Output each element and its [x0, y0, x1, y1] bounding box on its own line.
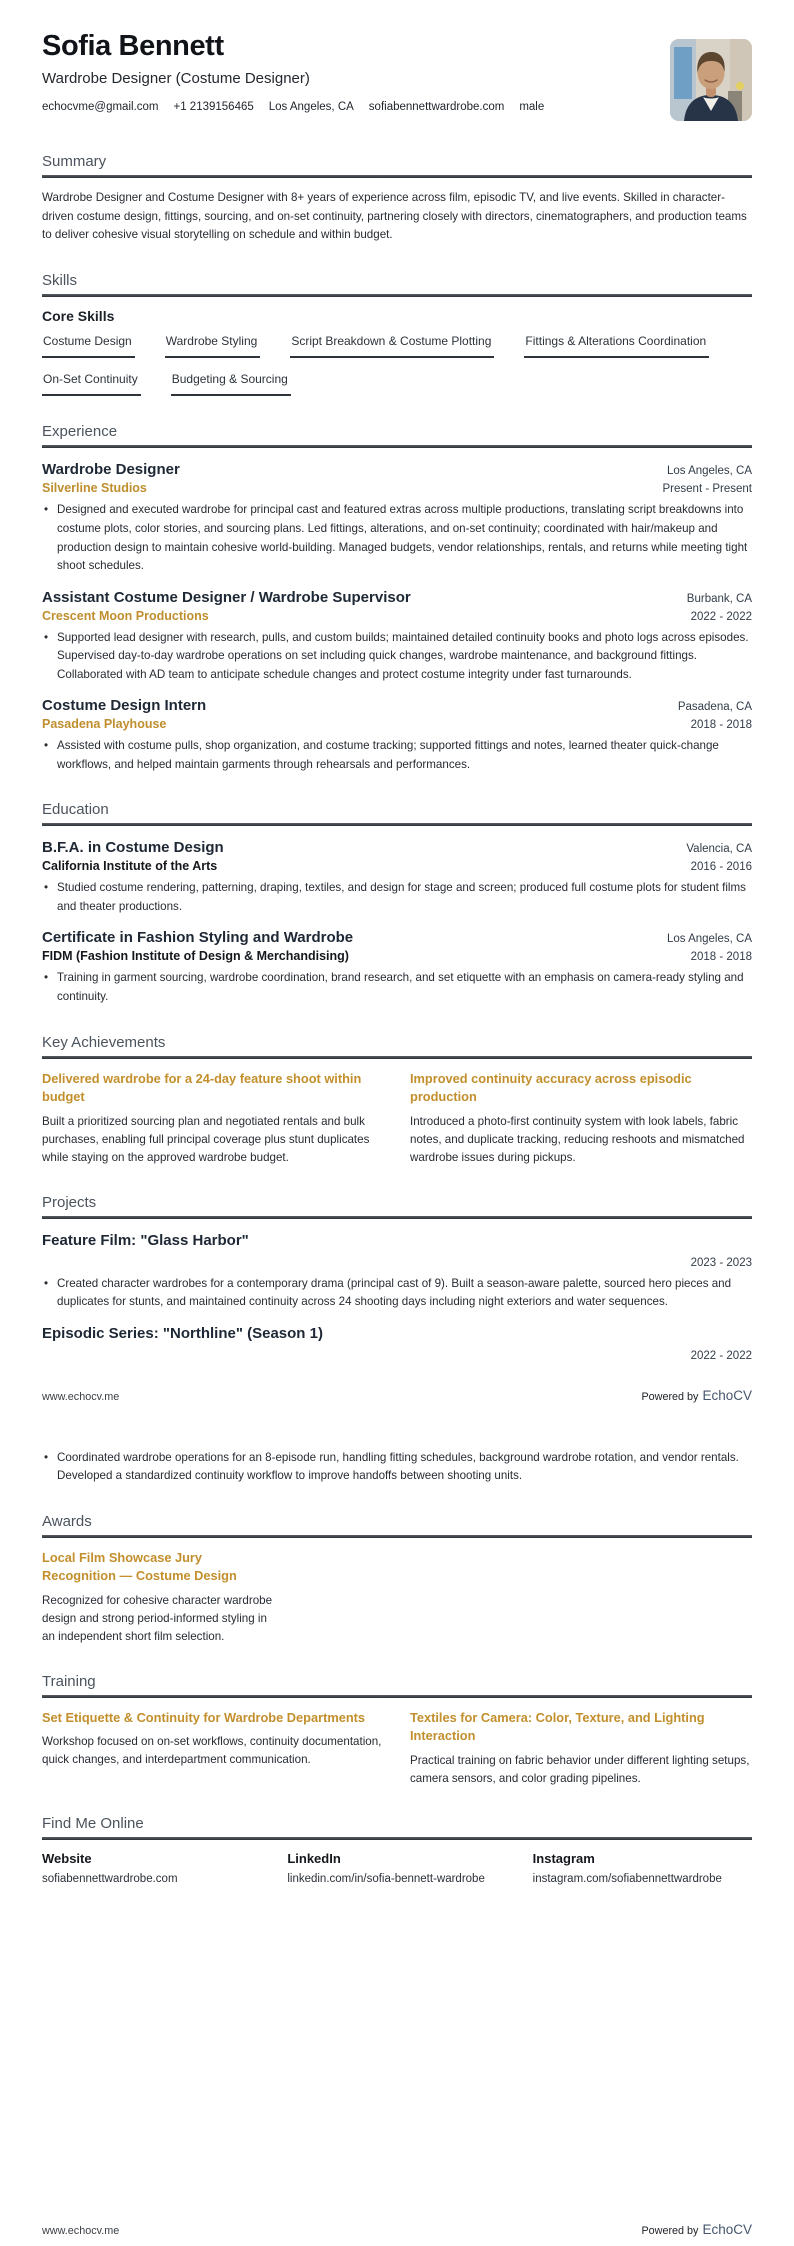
contact-location: Los Angeles, CA	[268, 101, 354, 114]
training-heading: Training	[42, 1672, 96, 1690]
section-training	[42, 1673, 752, 1788]
link-item	[42, 1851, 261, 1885]
section-divider	[42, 294, 752, 297]
powered-by-text: Powered by	[641, 2225, 699, 2237]
awards-heading: Awards	[42, 1512, 92, 1530]
projects-heading: Projects	[42, 1193, 97, 1211]
project-title: Feature Film: "Glass Harbor"	[42, 1231, 249, 1249]
school-dates: 2016 - 2016	[690, 861, 752, 874]
school-name: FIDM (Fashion Institute of Design & Merchandising)	[42, 949, 349, 964]
echocv-brand-link[interactable]: EchoCV	[702, 1387, 752, 1403]
achievements-heading: Key Achievements	[42, 1033, 166, 1051]
project-dates: 2023 - 2023	[690, 1256, 752, 1269]
award-item	[42, 1549, 277, 1646]
job-bullet: • Supported lead designer with research, pulls, and custom builds; maintained detailed continuity books and photo logs across episodes. Supervised day-to-day wardrobe operations on set including quick changes, wardrobe maintenance, and background fittings. Collaborated with AD team to anticipate schedule changes and protect costume integrity under fast turnarounds.	[42, 629, 752, 685]
school-name: California Institute of the Arts	[42, 859, 218, 874]
powered-by-text: Powered by	[641, 1390, 699, 1403]
job-location: Pasadena, CA	[677, 701, 752, 714]
resume-header	[42, 30, 752, 126]
job-dates: 2022 - 2022	[690, 610, 752, 623]
experience-entry	[42, 697, 752, 774]
footer-site-link[interactable]: www.echocv.me	[42, 2225, 120, 2237]
linkedin-link[interactable]: linkedin.com/in/sofia-bennett-wardrobe	[287, 1872, 485, 1885]
training-title: Set Etiquette & Continuity for Wardrobe Departments	[42, 1709, 366, 1725]
link-label: Instagram	[532, 1850, 595, 1866]
education-bullet: • Studied costume rendering, patterning, draping, textiles, and design for stage and screen; produced full costume plots for student films and theater productions.	[42, 879, 752, 916]
job-dates: 2018 - 2018	[690, 719, 752, 732]
award-title: Local Film Showcase Jury Recognition — Costume Design	[42, 1549, 237, 1584]
experience-heading: Experience	[42, 423, 118, 441]
section-divider	[42, 1535, 752, 1538]
section-divider	[42, 1837, 752, 1840]
job-bullet: • Assisted with costume pulls, shop organization, and costume tracking; supported fittings and notes, learned theater quick-change workflows, and helped maintain garments through rehearsals and performances.	[42, 737, 752, 774]
project-dates: 2022 - 2022	[690, 1349, 752, 1362]
person-headline: Wardrobe Designer (Costume Designer)	[42, 70, 310, 88]
project-bullet: • Created character wardrobes for a contemporary drama (principal cast of 9). Built a season-aware palette, sourced hero pieces and duplicates for stunts, and maintained continuity across 24 shooting days including night exteriors and water sequences.	[42, 1275, 752, 1312]
link-label: LinkedIn	[287, 1850, 341, 1866]
section-skills	[42, 272, 752, 397]
school-location: Valencia, CA	[686, 843, 752, 856]
skill-chip: Fittings & Alterations Coordination	[524, 334, 709, 358]
skill-chip: Costume Design	[42, 334, 135, 358]
job-location: Burbank, CA	[686, 592, 752, 605]
degree-title: Certificate in Fashion Styling and Wardrobe	[42, 929, 354, 947]
website-link[interactable]: sofiabennettwardrobe.com	[42, 1872, 178, 1885]
summary-text: Wardrobe Designer and Costume Designer with 8+ years of experience across film, episodic TV, and live events. Skilled in character-driven costume design, fittings, sourcing, and on-set continuity, partnering closely with directors, cinematographers, and production teams to deliver cohesive visual storytelling on schedule and within budget.	[42, 191, 747, 242]
education-entry	[42, 929, 752, 1006]
skill-chip: Script Breakdown & Costume Plotting	[290, 334, 494, 358]
section-summary	[42, 153, 752, 245]
achievement-text: Introduced a photo-first continuity system with look labels, fabric notes, and duplicate tracking, reducing reshoots and mismatched wardrobe issues during pickups.	[410, 1114, 745, 1164]
skills-list	[42, 334, 752, 397]
project-bullet-continued: • Coordinated wardrobe operations for an 8-episode run, handling fitting schedules, background wardrobe rotation, and vendor rentals. Developed a standardized continuity workflow to improve handoffs between shooting units.	[42, 1449, 752, 1486]
training-item	[410, 1709, 752, 1788]
project-title: Episodic Series: "Northline" (Season 1)	[42, 1324, 323, 1342]
profile-photo-illustration	[670, 39, 752, 121]
link-item	[287, 1851, 506, 1885]
page-break-gap	[42, 1403, 752, 1443]
job-location: Los Angeles, CA	[666, 465, 752, 478]
link-label: Website	[42, 1850, 92, 1866]
section-divider	[42, 1056, 752, 1059]
job-dates: Present - Present	[662, 483, 752, 496]
section-divider	[42, 445, 752, 448]
person-name: Sofia Bennett	[42, 30, 224, 62]
education-bullet: • Training in garment sourcing, wardrobe coordination, brand research, and set etiquette with an emphasis on camera-ready styling and continuity.	[42, 969, 752, 1006]
achievement-title: Delivered wardrobe for a 24-day feature shoot within budget	[42, 1070, 362, 1105]
job-title: Assistant Costume Designer / Wardrobe Supervisor	[42, 588, 411, 606]
achievement-item	[410, 1070, 752, 1167]
section-achievements	[42, 1034, 752, 1167]
school-dates: 2018 - 2018	[690, 951, 752, 964]
section-divider	[42, 1216, 752, 1219]
project-entry	[42, 1232, 752, 1312]
footer-powered-by	[641, 2222, 752, 2237]
job-company: Pasadena Playhouse	[42, 717, 167, 732]
instagram-link[interactable]: instagram.com/sofiabennettwardrobe	[532, 1872, 722, 1885]
section-awards	[42, 1513, 752, 1646]
section-divider	[42, 1695, 752, 1698]
training-text: Workshop focused on on-set workflows, continuity documentation, quick changes, and interdepartment communication.	[42, 1735, 382, 1767]
footer-powered-by	[641, 1388, 752, 1403]
link-item	[533, 1851, 752, 1885]
job-title: Costume Design Intern	[42, 697, 207, 715]
skill-chip: On-Set Continuity	[42, 372, 141, 396]
school-location: Los Angeles, CA	[666, 933, 752, 946]
job-title: Wardrobe Designer	[42, 461, 180, 479]
skill-chip: Budgeting & Sourcing	[171, 372, 291, 396]
achievement-text: Built a prioritized sourcing plan and negotiated rentals and bulk purchases, enabling full principal coverage plus stunt duplicates while staying on the approved wardrobe budget.	[42, 1114, 370, 1164]
degree-title: B.F.A. in Costume Design	[42, 839, 224, 857]
page2-footer	[42, 2222, 752, 2237]
achievement-title: Improved continuity accuracy across episodic production	[410, 1070, 692, 1105]
profile-photo	[670, 39, 752, 121]
contact-website[interactable]: sofiabennettwardrobe.com	[368, 101, 505, 114]
section-divider	[42, 175, 752, 178]
job-company: Crescent Moon Productions	[42, 608, 209, 623]
skills-heading: Skills	[42, 271, 78, 289]
skills-group-title: Core Skills	[42, 307, 115, 324]
summary-heading: Summary	[42, 153, 107, 170]
training-text: Practical training on fabric behavior under different lighting setups, camera sensors, and color grading pipelines.	[410, 1753, 750, 1785]
award-text: Recognized for cohesive character wardrobe design and strong period-informed styling in an independent short film selection.	[42, 1593, 273, 1643]
section-projects	[42, 1194, 752, 1362]
links-heading: Find Me Online	[42, 1814, 144, 1832]
job-bullet: • Designed and executed wardrobe for principal cast and featured extras across multiple productions, translating script breakdowns into costume plots, color stories, and sourcing plans. Led fittings, alterations, and on-set continuity; coordinated with hair/makeup and production design to maintain cohesive world-building. Managed budgets, vendor relationships, rentals, and returns while meeting tight shoot schedules.	[42, 501, 752, 575]
footer-site-link[interactable]: www.echocv.me	[42, 1390, 120, 1403]
experience-entry	[42, 461, 752, 575]
contact-gender: male	[519, 101, 545, 114]
contact-phone: +1 2139156465	[173, 101, 254, 114]
training-item	[42, 1709, 384, 1788]
section-education	[42, 801, 752, 1006]
echocv-brand-link[interactable]: EchoCV	[702, 2222, 752, 2237]
job-company: Silverline Studios	[42, 481, 147, 496]
contact-row	[42, 101, 752, 113]
contact-email[interactable]: echocvme@gmail.com	[42, 101, 159, 114]
section-divider	[42, 823, 752, 826]
training-title: Textiles for Camera: Color, Texture, and Lighting Interaction	[410, 1709, 705, 1744]
education-entry	[42, 839, 752, 916]
section-links	[42, 1815, 752, 1885]
project-entry	[42, 1325, 752, 1362]
section-experience	[42, 423, 752, 774]
skill-chip: Wardrobe Styling	[165, 334, 261, 358]
page1-footer	[42, 1388, 752, 1403]
achievement-item	[42, 1070, 384, 1167]
experience-entry	[42, 589, 752, 685]
education-heading: Education	[42, 801, 109, 819]
